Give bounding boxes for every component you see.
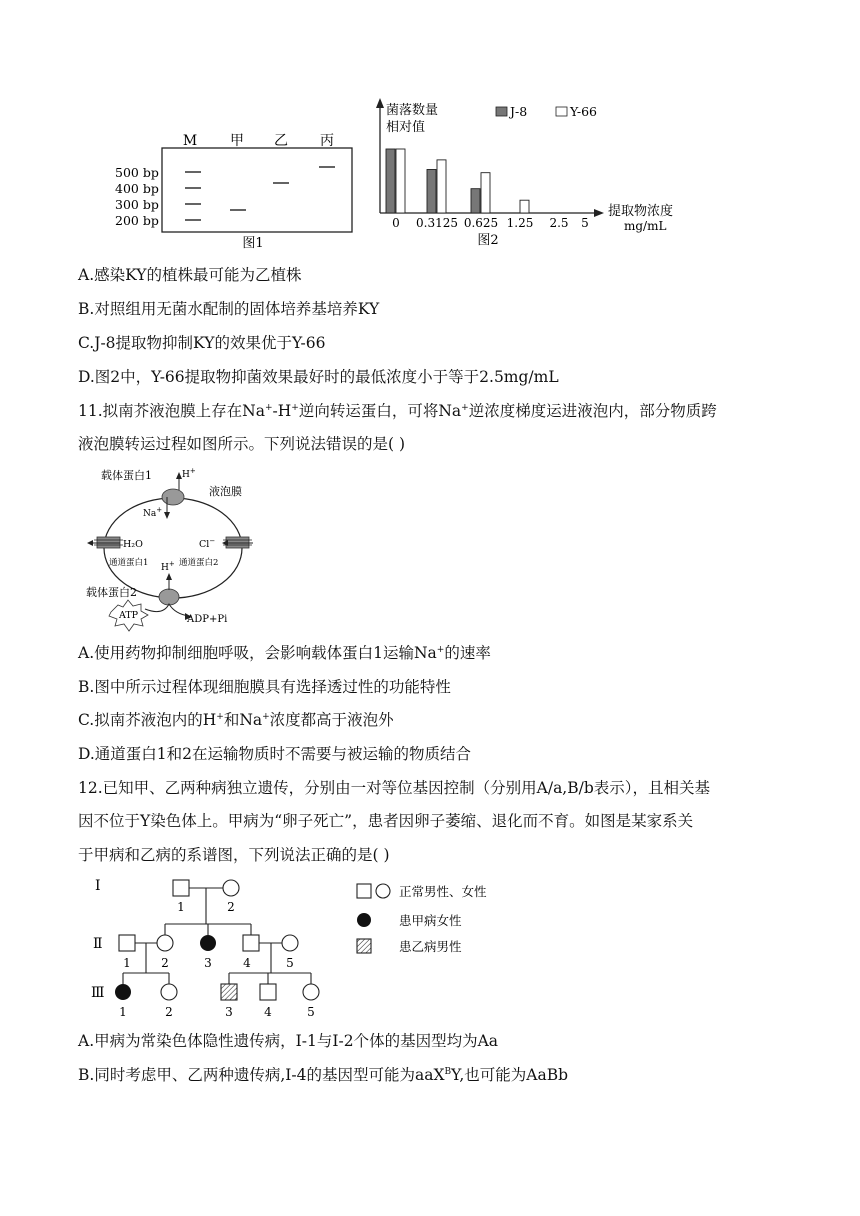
q12-stem-line1: 12.已知甲、乙两种病独立遗传，分别由一对等位基因控制（分别用A/a,B/b表示），且相关基 bbox=[78, 779, 711, 797]
figure1-gel bbox=[105, 130, 365, 255]
x-tick-label: 0 bbox=[392, 216, 400, 230]
marker-label: 500 bp bbox=[115, 165, 159, 180]
legend-swatch-y66 bbox=[556, 107, 567, 116]
legend-disease-a-label: 患甲病女性 bbox=[399, 913, 462, 928]
carrier2-protein bbox=[159, 589, 179, 605]
lane-label: 丙 bbox=[320, 133, 334, 149]
bar-y66 bbox=[396, 149, 405, 213]
figure1-caption: 图1 bbox=[242, 236, 264, 251]
legend-normal-label: 正常男性、女性 bbox=[399, 884, 487, 899]
adp-label: ADP+Pi bbox=[187, 614, 228, 625]
marker-label: 300 bp bbox=[115, 197, 159, 212]
female-normal bbox=[157, 935, 173, 951]
marker-label: 400 bp bbox=[115, 181, 159, 196]
q11-option-b: B.图中所示过程体现细胞膜具有选择透过性的功能特性 bbox=[78, 678, 451, 696]
female-affected-a bbox=[200, 935, 216, 951]
q11-stem-text: 11.拟南芥液泡膜上存在Na bbox=[78, 402, 265, 420]
individual-number: 1 bbox=[123, 956, 131, 970]
individual-number: 4 bbox=[243, 956, 251, 970]
individual-number: 4 bbox=[264, 1005, 272, 1019]
figure2-chart bbox=[370, 94, 700, 254]
q11-option-d: D.通道蛋白1和2在运输物质时不需要与被运输的物质结合 bbox=[78, 745, 472, 763]
legend-disease-b-symbol bbox=[357, 939, 371, 953]
bar-y66 bbox=[481, 173, 490, 213]
individual-number: 3 bbox=[225, 1005, 233, 1019]
generation-label: Ⅱ bbox=[93, 936, 103, 952]
carrier1-protein bbox=[162, 489, 184, 505]
q11-stem-line1: 11.拟南芥液泡膜上存在Na+-H+逆向转运蛋白，可将Na+逆浓度梯度运进液泡内，部分物质跨 bbox=[78, 402, 717, 420]
na-arrow-down bbox=[164, 512, 170, 519]
carrier1-label: 载体蛋白1 bbox=[101, 469, 152, 482]
male-normal bbox=[260, 984, 276, 1000]
male-normal bbox=[173, 880, 189, 896]
h-label-top: H+ bbox=[182, 467, 196, 480]
individual-number: 1 bbox=[119, 1005, 127, 1019]
x-tick-label: 0.625 bbox=[463, 216, 499, 230]
q12-option-a: A.甲病为常染色体隐性遗传病，I-1与I-2个体的基因型均为Aa bbox=[78, 1032, 499, 1050]
h-arrow-in bbox=[166, 573, 172, 580]
atp-label: ATP bbox=[119, 610, 139, 621]
carrier2-label: 载体蛋白2 bbox=[86, 586, 137, 599]
atp-arrow bbox=[145, 604, 189, 616]
figure2-caption: 图2 bbox=[477, 233, 499, 248]
q10-option-a: A.感染KY的植株最可能为乙植株 bbox=[78, 266, 302, 284]
lane-label: M bbox=[182, 133, 198, 149]
individual-number: 1 bbox=[177, 900, 185, 914]
pedigree-chart bbox=[85, 872, 545, 1020]
x-label: 提取物浓度 bbox=[608, 204, 674, 219]
y-axis-arrow bbox=[376, 98, 384, 108]
bar-j8 bbox=[386, 149, 395, 213]
female-normal bbox=[303, 984, 319, 1000]
channel1-label: 通道蛋白1 bbox=[109, 558, 149, 568]
x-tick-label: 2.5 bbox=[549, 216, 569, 230]
h2o-label: H₂O bbox=[123, 539, 143, 550]
channel2-label: 通道蛋白2 bbox=[179, 558, 219, 568]
h-label-bottom: H+ bbox=[161, 560, 175, 573]
q12-stem-line2: 因不位于Y染色体上。甲病为“卵子死亡”，患者因卵子萎缩、退化而不育。如图是某家系关 bbox=[78, 812, 694, 830]
lane-label: 甲 bbox=[230, 133, 244, 149]
male-normal bbox=[119, 935, 135, 951]
q11-option-a: A.使用药物抑制细胞呼吸，会影响载体蛋白1运输Na+的速率 bbox=[78, 644, 491, 662]
female-affected-a bbox=[115, 984, 131, 1000]
bar-y66 bbox=[437, 160, 446, 213]
q12-stem-line3: 于甲病和乙病的系谱图，下列说法正确的是( ) bbox=[78, 846, 390, 864]
q11-stem-line2: 液泡膜转运过程如图所示。下列说法错误的是( ) bbox=[78, 435, 406, 453]
x-tick-label: 5 bbox=[581, 216, 589, 230]
x-tick-label: 0.3125 bbox=[416, 216, 458, 230]
y-label-line1: 菌落数量 bbox=[386, 103, 439, 118]
x-unit: mg/mL bbox=[624, 219, 667, 233]
x-tick-label: 1.25 bbox=[506, 216, 534, 230]
na-label: Na+ bbox=[143, 506, 163, 519]
individual-number: 3 bbox=[204, 956, 212, 970]
legend-label-j8: J-8 bbox=[510, 104, 528, 119]
male-affected-b bbox=[221, 984, 237, 1000]
male-normal bbox=[243, 935, 259, 951]
x-axis-arrow bbox=[594, 209, 604, 217]
generation-label: Ⅲ bbox=[91, 985, 105, 1001]
female-normal bbox=[282, 935, 298, 951]
legend-disease-b-label: 患乙病男性 bbox=[399, 939, 462, 954]
legend-label-y66: Y-66 bbox=[570, 104, 598, 119]
female-normal bbox=[223, 880, 239, 896]
h2o-arrow-left bbox=[87, 540, 93, 546]
individual-number: 5 bbox=[307, 1005, 315, 1019]
marker-label: 200 bp bbox=[115, 213, 159, 228]
q12-option-b: B.同时考虑甲、乙两种遗传病,I-4的基因型可能为aaX$^B$Y,也可能为AaBb bbox=[78, 1066, 569, 1084]
q10-option-b: B.对照组用无菌水配制的固体培养基培养KY bbox=[78, 300, 380, 318]
q10-option-c: C.J-8提取物抑制KY的效果优于Y-66 bbox=[78, 334, 326, 352]
individual-number: 5 bbox=[286, 956, 294, 970]
membrane-label: 液泡膜 bbox=[209, 485, 242, 498]
legend-disease-a-symbol bbox=[357, 913, 371, 927]
bar-j8 bbox=[471, 189, 480, 213]
generation-label: I bbox=[95, 878, 101, 894]
bar-y66 bbox=[520, 200, 529, 213]
vacuole-diagram bbox=[85, 466, 285, 636]
q11-option-c: C.拟南芥液泡内的H+和Na+浓度都高于液泡外 bbox=[78, 711, 394, 729]
individual-number: 2 bbox=[161, 956, 169, 970]
y-label-line2: 相对值 bbox=[386, 120, 426, 135]
legend-female-normal-symbol bbox=[376, 884, 390, 898]
female-normal bbox=[161, 984, 177, 1000]
legend-male-normal-symbol bbox=[357, 884, 371, 898]
cl-label: Cl− bbox=[199, 537, 216, 550]
individual-number: 2 bbox=[165, 1005, 173, 1019]
q10-option-d: D.图2中，Y-66提取物抑菌效果最好时的最低浓度小于等于2.5mg/mL bbox=[78, 368, 559, 386]
lane-label: 乙 bbox=[274, 133, 288, 149]
bar-j8 bbox=[427, 169, 436, 213]
legend-swatch-j8 bbox=[496, 107, 507, 116]
individual-number: 2 bbox=[227, 900, 235, 914]
